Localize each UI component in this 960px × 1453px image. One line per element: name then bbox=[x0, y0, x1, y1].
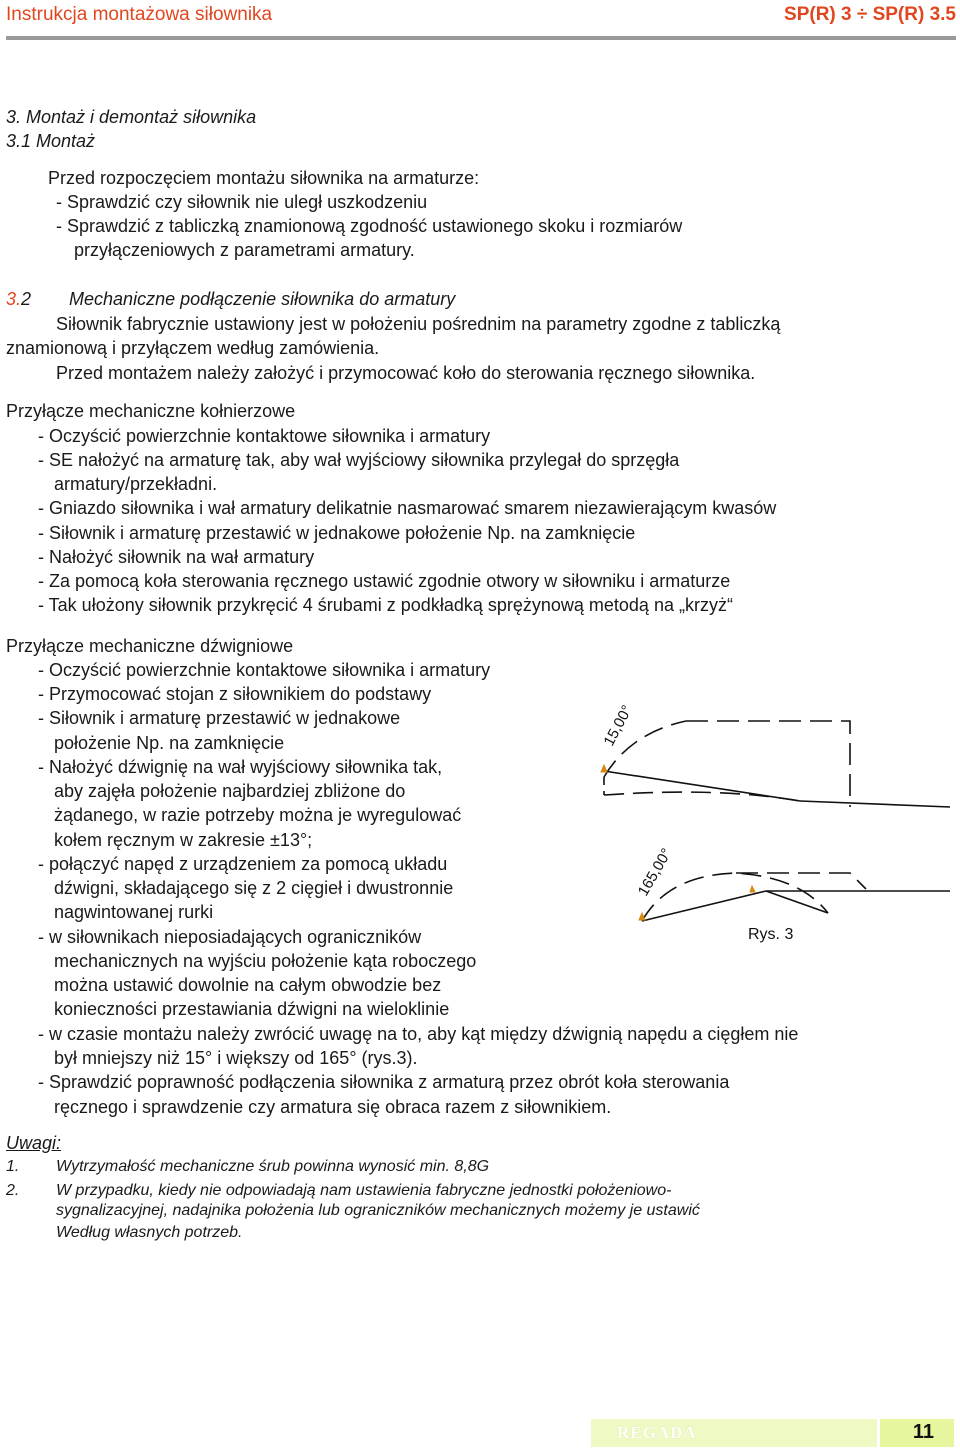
note-text: Według własnych potrzeb. bbox=[56, 1224, 243, 1241]
top-rod-outline bbox=[686, 721, 850, 807]
list-item: mechanicznych na wyjściu położenie kąta roboczego bbox=[54, 951, 477, 971]
section-3-2-number-a: 3. bbox=[6, 289, 22, 309]
list-item: - Nałożyć siłownik na wał armatury bbox=[38, 547, 315, 567]
angle-label-top: 15,00° bbox=[600, 702, 636, 749]
header-divider bbox=[6, 36, 956, 40]
list-item: - Siłownik i armaturę przestawić w jednakowe bbox=[38, 708, 401, 728]
list-item: - Sprawdzić poprawność podłączenia siłownika z armaturą przez obrót koła sterowania bbox=[38, 1072, 730, 1092]
list-item: położenie Np. na zamknięcie bbox=[54, 733, 285, 753]
lever-heading: Przyłącze mechaniczne dźwigniowe bbox=[6, 636, 294, 656]
list-item: - Oczyścić powierzchnie kontaktowe siłownika i armatury bbox=[38, 426, 491, 446]
list-item: - SE nałożyć na armaturę tak, aby wał wyjściowy siłownika przylegał do sprzęgła bbox=[38, 450, 680, 470]
list-item: - Nałożyć dźwignię na wał wyjściowy siłownika tak, bbox=[38, 757, 443, 777]
section-3-1-intro: Przed rozpoczęciem montażu siłownika na armaturze: bbox=[48, 168, 480, 188]
list-item: można ustawić dowolnie na całym obwodzie bez bbox=[54, 975, 442, 995]
list-item: konieczności przestawiania dźwigni na wieloklinie bbox=[54, 999, 450, 1019]
lever-angle-diagram bbox=[590, 695, 960, 950]
list-item: nagwintowanej rurki bbox=[54, 902, 214, 922]
list-item: - Sprawdzić z tabliczką znamionową zgodność ustawionego skoku i rozmiarów bbox=[56, 216, 683, 236]
footer-logo-bar bbox=[591, 1419, 877, 1447]
list-item: armatury/przekładni. bbox=[54, 474, 218, 494]
top-link-line bbox=[800, 801, 950, 807]
list-item: - Tak ułożony siłownik przykręcić 4 śrubami z podkładką sprężynową metodą na „krzyż“ bbox=[38, 595, 733, 615]
section-3-heading: 3. Montaż i demontaż siłownika bbox=[6, 107, 257, 127]
page-header bbox=[0, 0, 960, 44]
note-number: 1. bbox=[6, 1158, 20, 1175]
angle-label-bottom: 165,00° bbox=[634, 845, 676, 899]
list-item: przyłączeniowych z parametrami armatury. bbox=[74, 240, 415, 260]
list-item: był mniejszy niż 15° i większy od 165° (rys.3). bbox=[54, 1048, 418, 1068]
note-number: 2. bbox=[6, 1182, 20, 1199]
note-text: W przypadku, kiedy nie odpowiadają nam ustawienia fabryczne jednostki położeniowo- bbox=[56, 1182, 672, 1199]
list-item: aby zajęła położenie najbardziej zbliżone do bbox=[54, 781, 406, 801]
list-item: - Gniazdo siłownika i wał armatury delikatnie nasmarować smarem niezawierającym kwasów bbox=[38, 498, 777, 518]
list-item: - Przymocować stojan z siłownikiem do podstawy bbox=[38, 684, 432, 704]
list-item: żądanego, w razie potrzeby można je wyregulować bbox=[54, 805, 462, 825]
list-item: - w siłownikach nieposiadających ograniczników bbox=[38, 927, 422, 947]
paragraph-line: Przed montażem należy założyć i przymocować koło do sterowania ręcznego siłownika. bbox=[56, 363, 756, 383]
product-range: SP(R) 3 ÷ SP(R) 3.5 bbox=[784, 4, 956, 25]
section-3-2-heading bbox=[6, 287, 455, 311]
top-lever-line bbox=[604, 771, 800, 801]
list-item: ręcznego i sprawdzenie czy armatura się obraca razem z siłownikiem. bbox=[54, 1097, 612, 1117]
document-title: Instrukcja montażowa siłownika bbox=[6, 4, 273, 25]
paragraph-line: Siłownik fabrycznie ustawiony jest w położeniu pośrednim na parametry zgodne z tabliczką bbox=[56, 314, 781, 334]
page-number: 11 bbox=[912, 1421, 934, 1443]
flange-heading: Przyłącze mechaniczne kołnierzowe bbox=[6, 401, 296, 421]
note-text: sygnalizacyjnej, nadajnika położenia lub ograniczników mechanicznych możemy je ustawić bbox=[56, 1202, 700, 1219]
page-number-box bbox=[880, 1419, 954, 1447]
arrow-marker bbox=[750, 886, 755, 892]
list-item: - Siłownik i armaturę przestawić w jednakowe położenie Np. na zamknięcie bbox=[38, 523, 636, 543]
list-item: dźwigni, składającego się z 2 cięgieł i dwustronnie bbox=[54, 878, 454, 898]
bottom-lever-line bbox=[642, 891, 766, 921]
figure-caption: Rys. 3 bbox=[748, 926, 794, 943]
section-3-2-title: Mechaniczne podłączenie siłownika do armatury bbox=[69, 289, 456, 309]
list-item: - Za pomocą koła sterowania ręcznego ustawić zgodnie otwory w siłowniku i armaturze bbox=[38, 571, 731, 591]
arrow-marker bbox=[601, 765, 607, 772]
list-item: - w czasie montażu należy zwrócić uwagę na to, aby kąt między dźwignią napędu a cięgłem nie bbox=[38, 1024, 799, 1044]
notes-heading: Uwagi: bbox=[6, 1133, 62, 1153]
section-3-1-heading: 3.1 Montaż bbox=[6, 131, 96, 151]
list-item: - połączyć napęd z urządzeniem za pomocą układu bbox=[38, 854, 448, 874]
list-item: kołem ręcznym w zakresie ±13°; bbox=[54, 830, 313, 850]
list-item: - Sprawdzić czy siłownik nie uległ uszkodzeniu bbox=[56, 192, 428, 212]
company-logo: REGADA bbox=[617, 1423, 697, 1442]
list-item: - Oczyścić powierzchnie kontaktowe siłownika i armatury bbox=[38, 660, 491, 680]
section-3-2-number-b: 2 bbox=[21, 289, 32, 309]
note-text: Wytrzymałość mechaniczne śrub powinna wynosić min. 8,8G bbox=[56, 1158, 490, 1175]
paragraph-line: znamionową i przyłączem według zamówienia. bbox=[6, 338, 380, 358]
